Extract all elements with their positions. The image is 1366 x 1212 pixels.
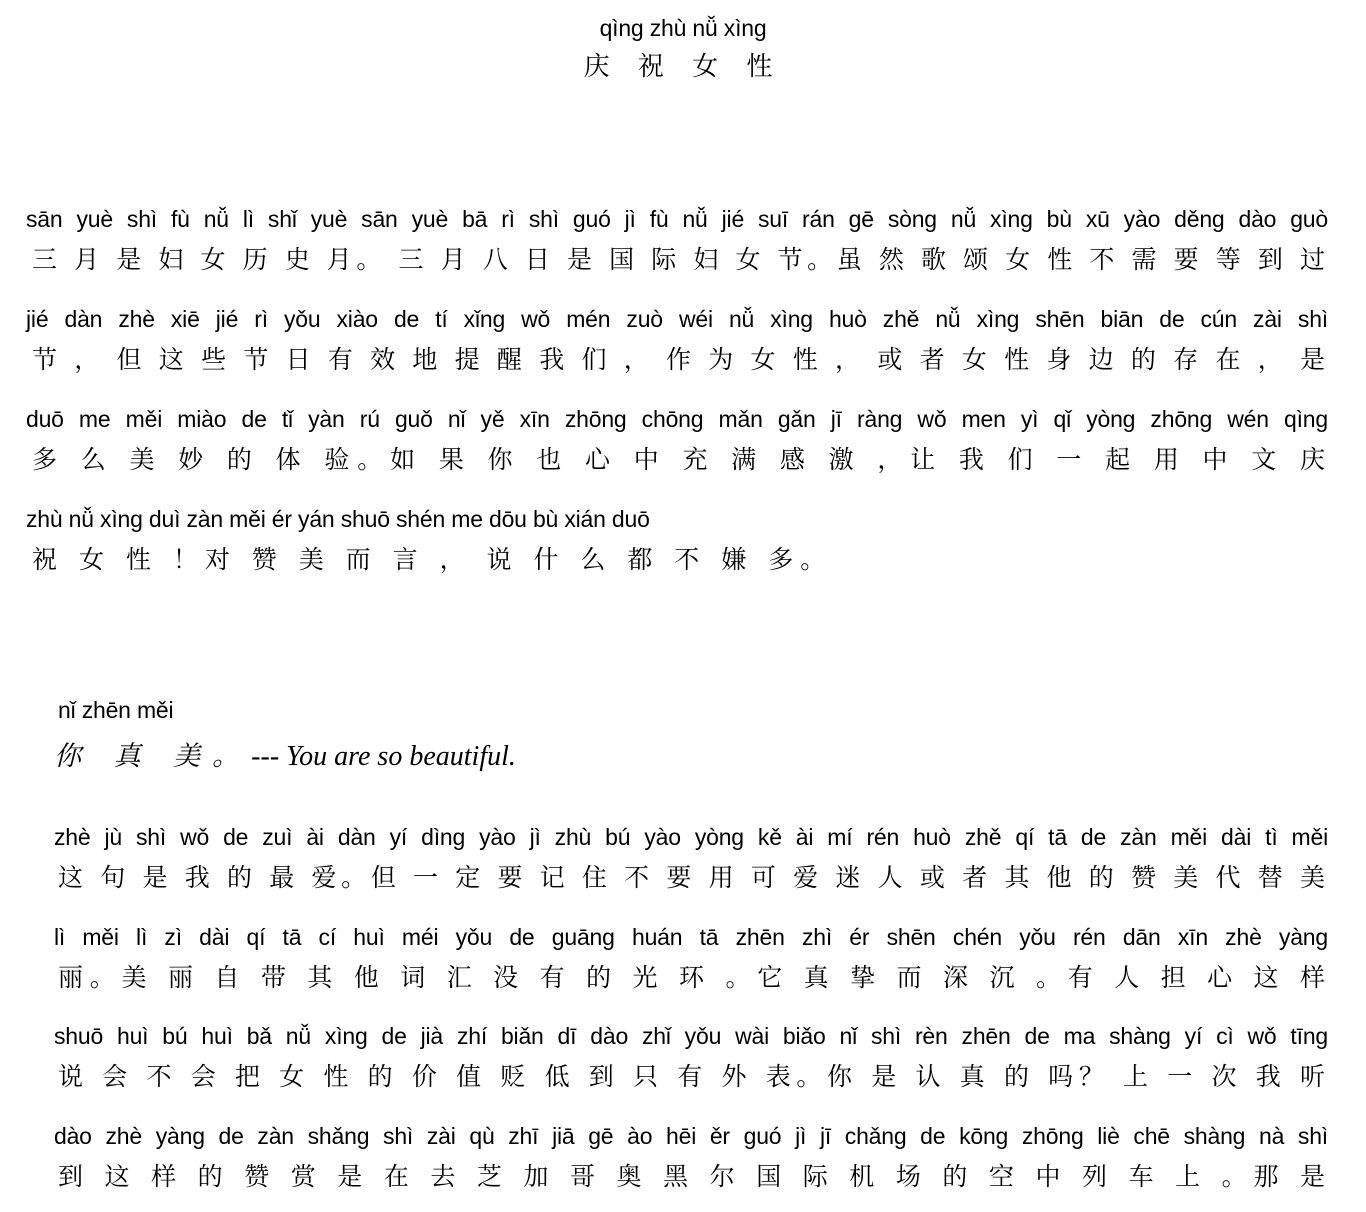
pinyin-line: duō me měi miào de tǐ yàn rú guǒ nǐ yě xīn zhōng chōng mǎn gǎn jī ràng wǒ men yì qǐ yòng zhōng wén qìng	[26, 406, 1328, 432]
hanzi-line: 三 月 是 妇 女 历 史 月。 三 月 八 日 是 国 际 妇 女 节。虽 然 歌 颂 女 性 不 需 要 等 到 过	[32, 245, 1326, 274]
hanzi-line: 祝 女 性 ！对 赞 美 而 言 ， 说 什 么 都 不 嫌 多。	[32, 545, 833, 574]
subheading-english: --- You are so beautiful.	[251, 741, 516, 772]
hanzi-line: 说 会 不 会 把 女 性 的 价 值 贬 低 到 只 有 外 表。你 是 认 真 的 吗？ 上 一 次 我 听	[58, 1062, 1326, 1091]
pinyin-line: dào zhè yàng de zàn shǎng shì zài qù zhī jiā gē ào hēi ěr guó jì jī chǎng de kōng zhōng liè chē shàng nà shì	[54, 1123, 1328, 1149]
pinyin-line: lì měi lì zì dài qí tā cí huì méi yǒu de guāng huán tā zhēn zhì ér shēn chén yǒu rén dān xīn zhè yàng	[54, 924, 1328, 950]
hanzi-line: 到 这 样 的 赞 赏 是 在 去 芝 加 哥 奥 黑 尔 国 际 机 场 的 空 中 列 车 上 。那 是	[58, 1162, 1326, 1191]
pinyin-line: jié dàn zhè xiē jié rì yǒu xiào de tí xǐng wǒ mén zuò wéi nǚ xìng huò zhě nǚ xìng shēn biān de cún zài shì	[26, 306, 1328, 332]
subheading	[54, 734, 516, 773]
page-title: 庆 祝 女 性	[583, 52, 783, 82]
pinyin-line: zhù nǚ xìng duì zàn měi ér yán shuō shén me dōu bù xián duō	[26, 506, 650, 532]
pinyin-line: sān yuè shì fù nǚ lì shǐ yuè sān yuè bā rì shì guó jì fù nǚ jié suī rán gē sòng nǚ xìng bù xū yào děng dào guò	[26, 206, 1328, 232]
hanzi-line: 这 句 是 我 的 最 爱。但 一 定 要 记 住 不 要 用 可 爱 迷 人 或 者 其 他 的 赞 美 代 替 美	[58, 863, 1326, 892]
hanzi-line: 丽。美 丽 自 带 其 他 词 汇 没 有 的 光 环 。它 真 挚 而 深 沉 。有 人 担 心 这 样	[58, 963, 1326, 992]
hanzi-line: 节 ， 但 这 些 节 日 有 效 地 提 醒 我 们 ， 作 为 女 性 ， 或 者 女 性 身 边 的 存 在 ， 是	[32, 345, 1326, 374]
subheading-pinyin: nǐ zhēn měi	[58, 697, 174, 723]
hanzi-line: 多 么 美 妙 的 体 验。如 果 你 也 心 中 充 满 感 激 ，让 我 们 一 起 用 中 文 庆	[32, 445, 1326, 474]
pinyin-line: zhè jù shì wǒ de zuì ài dàn yí dìng yào jì zhù bú yào yòng kě ài mí rén huò zhě qí tā de zàn měi dài tì měi	[54, 824, 1328, 850]
subheading-hanzi: 你 真 美。	[54, 741, 252, 772]
pinyin-line: shuō huì bú huì bǎ nǚ xìng de jià zhí biǎn dī dào zhǐ yǒu wài biǎo nǐ shì rèn zhēn de ma shàng yí cì wǒ tīng	[54, 1023, 1328, 1049]
title-pinyin: qìng zhù nǚ xìng	[599, 15, 767, 41]
